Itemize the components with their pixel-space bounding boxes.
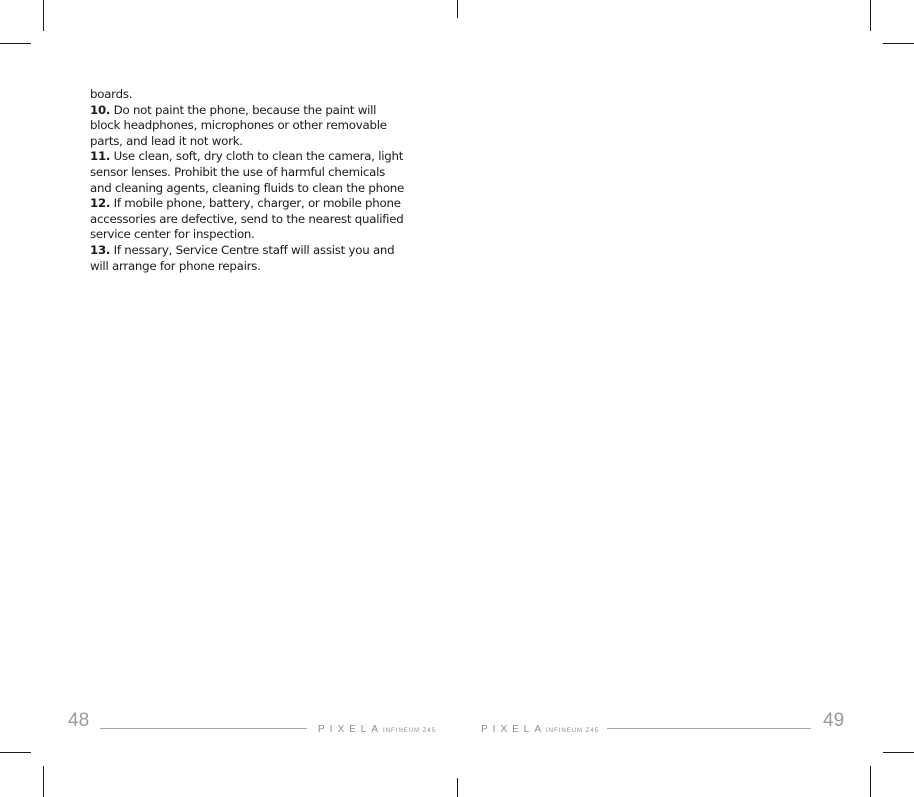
crop-mark bbox=[43, 766, 44, 797]
item-text: Use clean, soft, dry cloth to clean the camera, light sensor lenses. Prohibit the use of harmful chemicals and cleaning agents, cleaning fluids to clean the phone bbox=[90, 149, 405, 195]
manual-text bbox=[90, 87, 420, 274]
crop-mark bbox=[883, 752, 914, 753]
right-page-number: 49 bbox=[823, 710, 845, 731]
item-text: Do not paint the phone, because the paint will block headphones, microphones or other removable parts, and lead it not work. bbox=[90, 102, 387, 148]
brand-logo-left bbox=[318, 719, 436, 737]
crop-mark bbox=[43, 0, 44, 31]
crop-mark bbox=[870, 0, 871, 31]
item-number: 11. bbox=[90, 149, 111, 164]
crop-mark bbox=[0, 752, 31, 753]
list-item bbox=[90, 103, 420, 150]
crop-mark bbox=[457, 0, 458, 18]
crop-mark bbox=[883, 43, 914, 44]
item-number: 13. bbox=[90, 242, 111, 257]
item-text: If mobile phone, battery, charger, or mobile phone accessories are defective, send to the nearest qualified service center for inspection. bbox=[90, 196, 404, 242]
brand-name: PIXELA bbox=[481, 724, 547, 735]
brand-model: INFINEUM Z45 bbox=[546, 728, 600, 734]
brand-model: INFINEUM Z45 bbox=[383, 728, 437, 734]
brand-name: PIXELA bbox=[318, 724, 384, 735]
crop-mark bbox=[0, 43, 31, 44]
item-text: If nessary, Service Centre staff will assist you and will arrange for phone repairs. bbox=[90, 242, 395, 273]
crop-mark bbox=[457, 778, 458, 797]
left-page-number: 48 bbox=[68, 710, 90, 731]
continuation-text: boards. bbox=[90, 87, 133, 101]
brand-logo-right bbox=[481, 719, 599, 737]
list-item bbox=[90, 243, 420, 274]
item-number: 10. bbox=[90, 102, 111, 117]
footer-rule-left bbox=[100, 728, 307, 729]
crop-mark bbox=[870, 766, 871, 797]
list-item bbox=[90, 149, 420, 196]
list-item bbox=[90, 196, 420, 243]
footer-rule-right bbox=[607, 728, 811, 729]
item-number: 12. bbox=[90, 196, 111, 211]
